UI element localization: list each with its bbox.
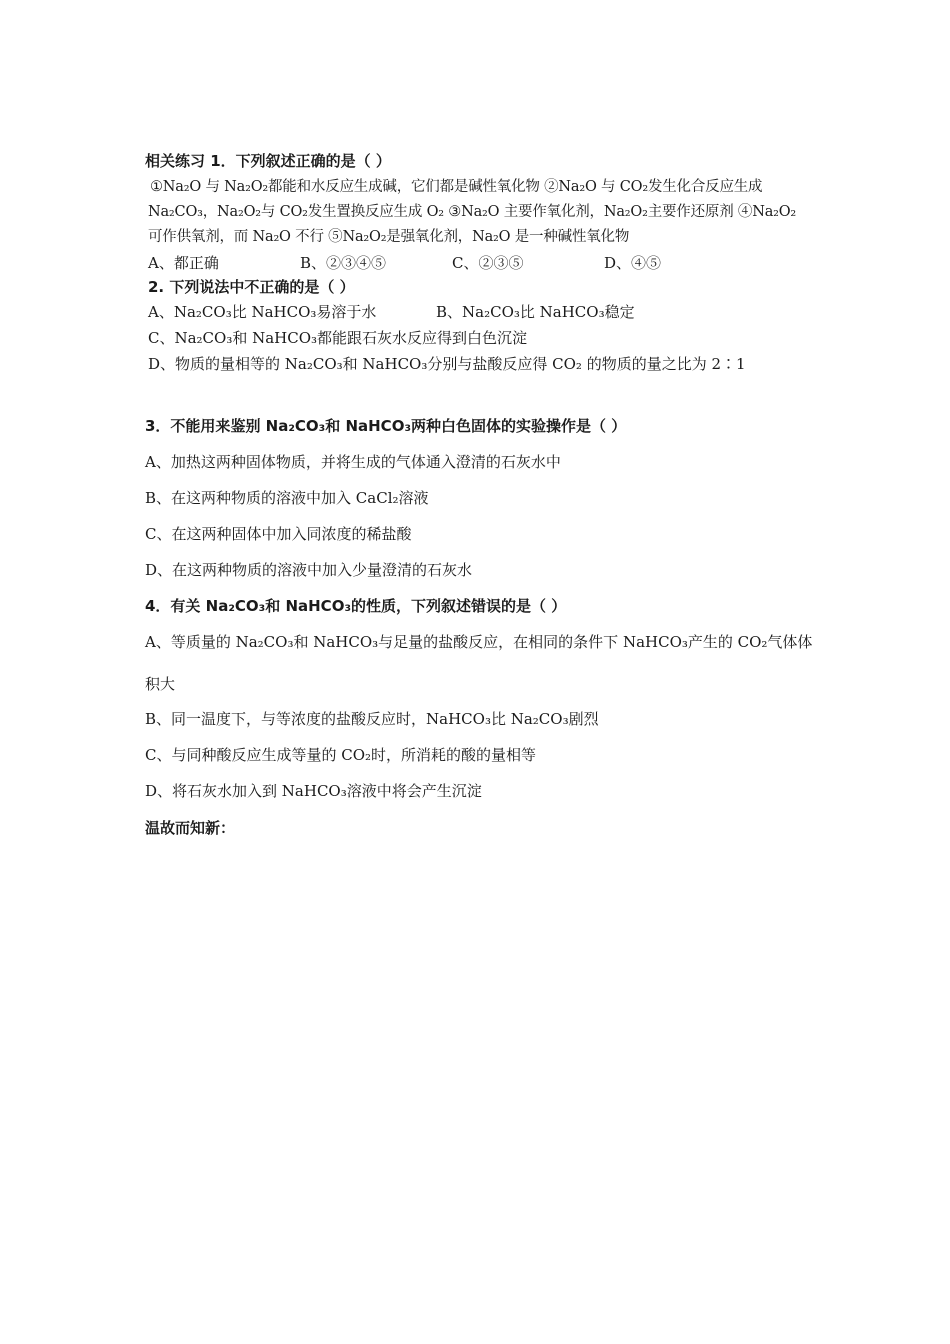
q1-option-b: B、②③④⑤ — [300, 254, 387, 272]
q2-option-d: D、物质的量相等的 Na₂CO₃和 NaHCO₃分别与盐酸反应得 CO₂ 的物质的量之比为 2∶1 — [148, 355, 746, 373]
q2-heading: 2. 下列说法中不正确的是（ ） — [148, 278, 355, 296]
q3-option-d: D、在这两种物质的溶液中加入少量澄清的石灰水 — [145, 561, 473, 579]
q1-option-d: D、④⑤ — [604, 254, 662, 272]
q1-statement-line-3: 可作供氧剂，而 Na₂O 不行 ⑤Na₂O₂是强氧化剂，Na₂O 是一种碱性氧化物 — [148, 229, 630, 245]
q4-option-a-line-1: A、等质量的 Na₂CO₃和 NaHCO₃与足量的盐酸反应，在相同的条件下 NaHCO₃产生的 CO₂气体体 — [145, 633, 813, 651]
q4-option-c: C、与同种酸反应生成等量的 CO₂时，所消耗的酸的量相等 — [145, 746, 537, 764]
q1-statement-line-2: Na₂CO₃，Na₂O₂与 CO₂发生置换反应生成 O₂ ③Na₂O 主要作氧化剂，Na₂O₂主要作还原剂 ④Na₂O₂ — [148, 204, 797, 220]
review-heading: 温故而知新： — [145, 819, 236, 837]
q4-option-a-line-2: 积大 — [145, 675, 176, 693]
q1-option-a: A、都正确 — [148, 254, 219, 272]
q3-option-c: C、在这两种固体中加入同浓度的稀盐酸 — [145, 525, 412, 543]
q3-option-a: A、加热这两种固体物质，并将生成的气体通入澄清的石灰水中 — [145, 453, 561, 471]
q1-statement-line-1: ①Na₂O 与 Na₂O₂都能和水反应生成碱，它们都是碱性氧化物 ②Na₂O 与 CO₂发生化合反应生成 — [150, 179, 763, 195]
q3-heading: 3．不能用来鉴别 Na₂CO₃和 NaHCO₃两种白色固体的实验操作是（ ） — [145, 417, 627, 435]
q4-option-d: D、将石灰水加入到 NaHCO₃溶液中将会产生沉淀 — [145, 782, 482, 800]
q2-option-b: B、Na₂CO₃比 NaHCO₃稳定 — [436, 303, 635, 321]
q2-option-c: C、Na₂CO₃和 NaHCO₃都能跟石灰水反应得到白色沉淀 — [148, 329, 528, 347]
q2-option-a: A、Na₂CO₃比 NaHCO₃易溶于水 — [148, 303, 377, 321]
exercise-heading-q1: 相关练习 1．下列叙述正确的是（ ） — [145, 152, 391, 170]
q1-options — [148, 253, 695, 273]
q1-option-c: C、②③⑤ — [452, 254, 524, 272]
q3-option-b: B、在这两种物质的溶液中加入 CaCl₂溶液 — [145, 489, 429, 507]
q4-option-b: B、同一温度下，与等浓度的盐酸反应时，NaHCO₃比 Na₂CO₃剧烈 — [145, 710, 599, 728]
q2-options-ab — [148, 302, 635, 322]
q4-heading: 4．有关 Na₂CO₃和 NaHCO₃的性质，下列叙述错误的是（ ） — [145, 597, 567, 615]
